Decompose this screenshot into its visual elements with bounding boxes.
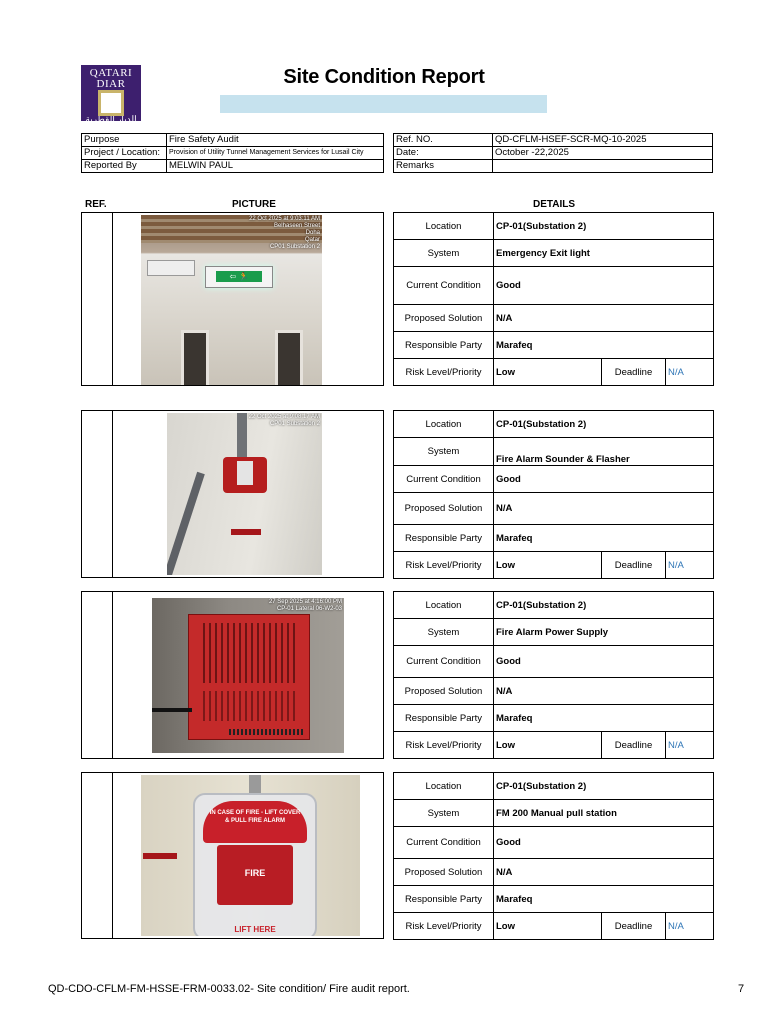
value-risk: Low [494, 732, 602, 759]
label-party: Responsible Party [394, 332, 494, 359]
photo-sign-plate [147, 260, 195, 276]
value-condition: Good [494, 646, 714, 678]
value-condition: Good [494, 466, 714, 493]
value-risk: Low [494, 359, 602, 386]
info-value: October -22,2025 [493, 147, 713, 160]
photo-cable [152, 708, 192, 712]
page-title: Site Condition Report [283, 66, 485, 88]
value-solution: N/A [494, 493, 714, 525]
stamp-line: 22 Oct 2025 at 9:08:17 AM [248, 414, 320, 420]
label-deadline: Deadline [602, 359, 666, 386]
photo-vent-slots [199, 623, 299, 683]
photo-protective-cover [193, 793, 317, 936]
label-party: Responsible Party [394, 886, 494, 913]
value-party: Marafeq [494, 886, 714, 913]
stamp-line: 27 Sep 2025 at 4:16:00 PM [268, 599, 342, 605]
photo-lift-here-label: LIFT HERE [234, 925, 276, 934]
photo-door-left [181, 330, 209, 385]
value-risk: Low [494, 913, 602, 940]
page-number: 7 [738, 983, 745, 995]
value-solution: N/A [494, 859, 714, 886]
label-solution: Proposed Solution [394, 305, 494, 332]
photo-pull-station: FIRE [217, 845, 293, 905]
stamp-line: CP-01 Lateral 06-W2-03 [276, 606, 342, 612]
info-label: Remarks [394, 160, 493, 173]
stamp-line: 22 Oct 2025 at 9:03:11 AM [249, 216, 320, 222]
photo-door-right [275, 330, 303, 385]
stamp-line: Qatar [304, 237, 320, 243]
photo-timestamp [249, 216, 320, 251]
qatari-diar-logo [81, 65, 141, 124]
details-table-2 [393, 410, 714, 579]
label-risk: Risk Level/Priority [394, 552, 494, 579]
details-table-3 [393, 591, 714, 759]
logo-arabic-text: الديار القطرية [85, 114, 137, 124]
label-deadline: Deadline [602, 913, 666, 940]
info-row-project [82, 147, 384, 160]
info-value: QD-CFLM-HSEF-SCR-MQ-10-2025 [493, 134, 713, 147]
value-deadline: N/A [666, 359, 714, 386]
photo-fire-alarm-sounder [167, 413, 322, 575]
info-label: Ref. NO. [394, 134, 493, 147]
label-system: System [394, 240, 494, 267]
photo-fire-alarm-power-supply [152, 598, 344, 753]
stamp-line: CP01 Substation 2 [269, 421, 320, 427]
picture-column-header: PICTURE [232, 199, 276, 210]
label-location: Location [394, 773, 494, 800]
info-label: Reported By [82, 160, 167, 173]
value-party: Marafeq [494, 705, 714, 732]
ref-cell [82, 592, 113, 758]
photo-sounder-body [223, 457, 267, 493]
photo-flasher-lens [237, 461, 253, 485]
info-row-reported-by [82, 160, 384, 173]
value-system: Fire Alarm Sounder & Flasher [494, 438, 714, 466]
photo-conduit [249, 775, 261, 795]
details-table-4 [393, 772, 714, 940]
label-system: System [394, 619, 494, 646]
value-deadline: N/A [666, 913, 714, 940]
label-location: Location [394, 592, 494, 619]
value-party: Marafeq [494, 332, 714, 359]
logo-emblem [101, 93, 121, 113]
details-table-1 [393, 212, 714, 386]
label-solution: Proposed Solution [394, 859, 494, 886]
photo-label-plate [231, 529, 261, 535]
value-system: Emergency Exit light [494, 240, 714, 267]
value-system: FM 200 Manual pull station [494, 800, 714, 827]
photo-conduit-diagonal [167, 472, 205, 575]
report-info-right [393, 133, 713, 173]
value-location: CP-01(Substation 2) [494, 213, 714, 240]
label-condition: Current Condition [394, 267, 494, 305]
info-row-date [394, 147, 713, 160]
stamp-line: Doha [305, 230, 320, 236]
photo-bottom-vent [229, 729, 305, 735]
picture-box-2 [81, 410, 384, 578]
ref-cell [82, 773, 113, 938]
label-deadline: Deadline [602, 552, 666, 579]
document-footer: QD-CDO-CFLM-FM-HSSE-FRM-0033.02- Site condition/ Fire audit report. [48, 983, 410, 995]
picture-box-1 [81, 212, 384, 386]
details-column-header: DETAILS [533, 199, 576, 210]
exit-sign-icon: ⇦ 🏃 [216, 271, 262, 282]
label-risk: Risk Level/Priority [394, 359, 494, 386]
value-solution: N/A [494, 305, 714, 332]
photo-emergency-exit-light [141, 215, 322, 385]
photo-power-supply-cabinet [188, 614, 310, 740]
cover-text: & PULL FIRE ALARM [225, 818, 285, 824]
value-system: Fire Alarm Power Supply [494, 619, 714, 646]
stamp-line: CP01 Substation 2 [269, 244, 320, 250]
label-system: System [394, 800, 494, 827]
label-location: Location [394, 213, 494, 240]
info-label: Purpose [82, 134, 167, 147]
label-party: Responsible Party [394, 705, 494, 732]
info-label: Date: [394, 147, 493, 160]
label-condition: Current Condition [394, 466, 494, 493]
photo-label-plate [143, 853, 177, 859]
info-label: Project / Location: [82, 147, 167, 160]
info-row-ref-no [394, 134, 713, 147]
photo-timestamp [269, 599, 342, 613]
logo-latin-text: QATARI DIAR [89, 67, 133, 90]
photo-vent-slots-lower [199, 691, 299, 721]
ref-cell [82, 411, 113, 577]
label-risk: Risk Level/Priority [394, 732, 494, 759]
info-value [493, 160, 713, 173]
photo-timestamp [249, 414, 320, 428]
picture-box-3 [81, 591, 384, 759]
info-value: Provision of Utility Tunnel Management Services for Lusail City [167, 147, 384, 160]
value-location: CP-01(Substation 2) [494, 773, 714, 800]
label-risk: Risk Level/Priority [394, 913, 494, 940]
value-condition: Good [494, 827, 714, 859]
picture-box-4 [81, 772, 384, 939]
label-party: Responsible Party [394, 525, 494, 552]
label-solution: Proposed Solution [394, 493, 494, 525]
value-condition: Good [494, 267, 714, 305]
info-value: Fire Safety Audit [167, 134, 384, 147]
value-risk: Low [494, 552, 602, 579]
label-condition: Current Condition [394, 827, 494, 859]
title-highlight-bar [220, 95, 547, 113]
ref-cell [82, 213, 113, 385]
value-deadline: N/A [666, 552, 714, 579]
value-deadline: N/A [666, 732, 714, 759]
value-location: CP-01(Substation 2) [494, 592, 714, 619]
photo-exit-sign [205, 266, 273, 288]
photo-manual-pull-station [141, 775, 360, 936]
cover-text: IN CASE OF FIRE - LIFT COVER [209, 810, 301, 816]
ref-column-header: REF. [85, 199, 107, 210]
photo-cover-label [203, 801, 307, 843]
stamp-line: Belhaseen Street [273, 223, 320, 229]
info-row-purpose [82, 134, 384, 147]
label-deadline: Deadline [602, 732, 666, 759]
info-value: MELWIN PAUL [167, 160, 384, 173]
photo-conduit-vertical [237, 413, 247, 463]
value-party: Marafeq [494, 525, 714, 552]
label-condition: Current Condition [394, 646, 494, 678]
report-info-left [81, 133, 384, 173]
value-location: CP-01(Substation 2) [494, 411, 714, 438]
label-location: Location [394, 411, 494, 438]
label-system: System [394, 438, 494, 466]
label-solution: Proposed Solution [394, 678, 494, 705]
value-solution: N/A [494, 678, 714, 705]
info-row-remarks [394, 160, 713, 173]
